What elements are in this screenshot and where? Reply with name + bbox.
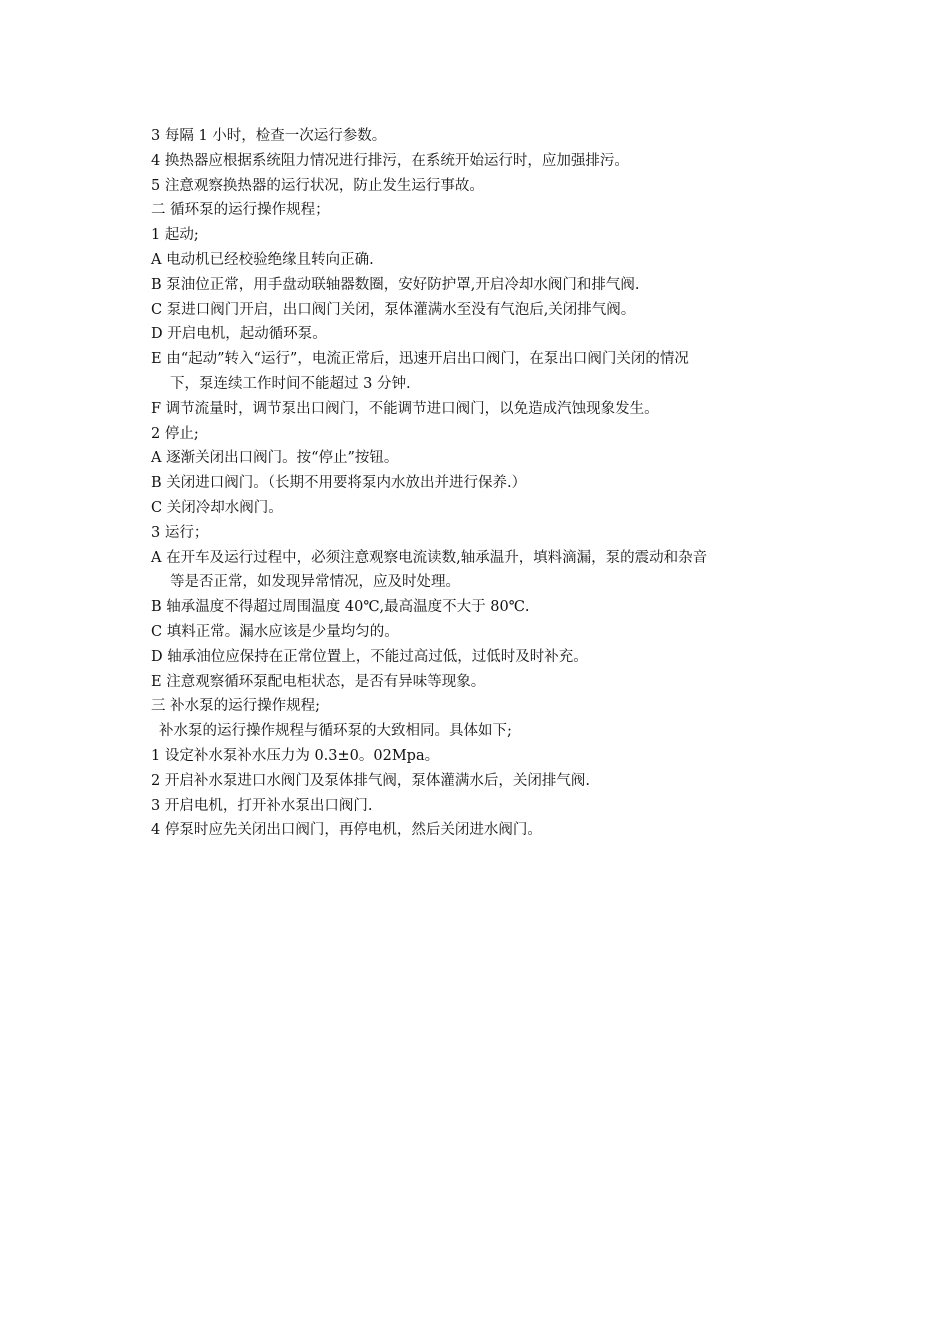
text-line: A 逐渐关闭出口阀门。按“停止”按钮。 — [151, 450, 399, 467]
text-line: 1 设定补水泵补水压力为 0.3±0。02Mpa。 — [151, 747, 440, 764]
section-heading: 二 循环泵的运行操作规程； — [151, 202, 330, 219]
text-line-continuation: 等是否正常，如发现异常情况，应及时处理。 — [170, 574, 460, 591]
text-line: A 在开车及运行过程中，必须注意观察电流读数,轴承温升，填料滴漏，泵的震动和杂音 — [151, 549, 708, 566]
text-line: 3 每隔 1 小时，检查一次运行参数。 — [151, 128, 387, 144]
text-line: E 注意观察循环泵配电柜状态，是否有异味等现象。 — [151, 673, 486, 690]
text-line: E 由“起动”转入“运行”，电流正常后，迅速开启出口阀门，在泵出口阀门关闭的情况 — [151, 351, 689, 368]
text-line-continuation: 下，泵连续工作时间不能超过 3 分钟. — [170, 375, 411, 392]
text-line: A 电动机已经校验绝缘且转向正确. — [151, 251, 374, 268]
text-line: 补水泵的运行操作规程与循环泵的大致相同。具体如下; — [159, 723, 512, 740]
text-line: D 开启电机，起动循环泵。 — [151, 326, 327, 343]
text-line: C 关闭冷却水阀门。 — [151, 499, 283, 516]
text-line: 4 停泵时应先关闭出口阀门，再停电机，然后关闭进水阀门。 — [151, 822, 542, 839]
text-line: F 调节流量时，调节泵出口阀门，不能调节进口阀门，以免造成汽蚀现象发生。 — [151, 400, 659, 417]
section-heading: 三 补水泵的运行操作规程; — [151, 698, 320, 715]
text-line: C 泵进口阀门开启，出口阀门关闭，泵体灌满水至没有气泡后,关闭排气阀。 — [151, 301, 636, 318]
text-line: D 轴承油位应保持在正常位置上，不能过高过低，过低时及时补充。 — [151, 648, 588, 665]
text-line: B 关闭进口阀门。（长期不用要将泵内水放出并进行保养.） — [151, 475, 527, 492]
text-line: 3 开启电机，打开补水泵出口阀门. — [151, 797, 373, 814]
subsection-heading: 2 停止; — [151, 425, 199, 442]
text-line: 2 开启补水泵进口水阀门及泵体排气阀，泵体灌满水后，关闭排气阀. — [151, 772, 590, 789]
text-line: C 填料正常。漏水应该是少量均匀的。 — [151, 623, 399, 640]
document-body — [151, 124, 811, 843]
subsection-heading: 1 起动; — [151, 227, 199, 244]
text-line: 4 换热器应根据系统阻力情况进行排污，在系统开始运行时，应加强排污。 — [151, 152, 629, 169]
text-line: B 轴承温度不得超过周围温度 40℃,最高温度不大于 80℃. — [151, 599, 530, 616]
text-line: B 泵油位正常，用手盘动联轴器数圈，安好防护罩,开启冷却水阀门和排气阀. — [151, 276, 640, 293]
text-line: 5 注意观察换热器的运行状况，防止发生运行事故。 — [151, 177, 484, 194]
subsection-heading: 3 运行； — [151, 524, 209, 541]
